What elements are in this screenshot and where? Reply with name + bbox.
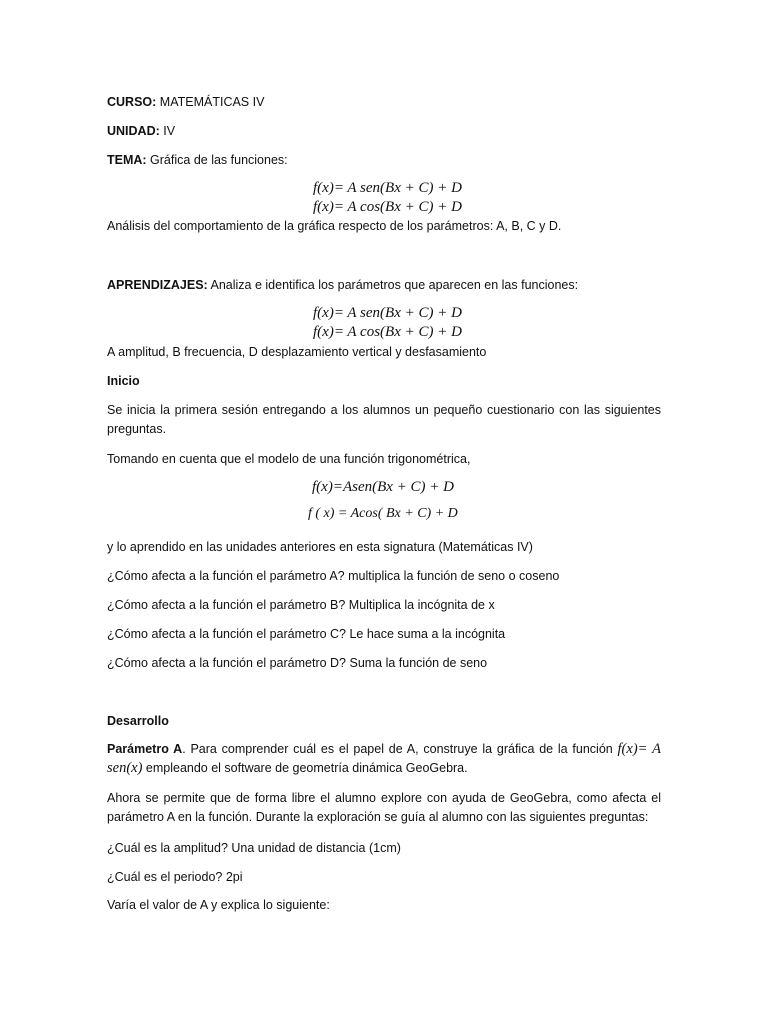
inicio-intro: Se inicia la primera sesión entregando a los alumnos un pequeño cuestionario con las siguientes preguntas.	[107, 403, 661, 436]
tema-label: TEMA:	[107, 153, 147, 167]
analysis-text: Análisis del comportamiento de la gráfica respecto de los parámetros: A, B, C y D.	[107, 219, 562, 233]
curso-value: MATEMÁTICAS IV	[156, 95, 265, 109]
aprendizajes-text: Analiza e identifica los parámetros que aparecen en las funciones:	[207, 278, 579, 292]
tema-value: Gráfica de las funciones:	[146, 153, 288, 167]
formula-sen-1: f(x)= A sen(Bx + C) + D	[313, 180, 462, 196]
formula-asen: f(x)=Asen(Bx + C) + D	[312, 479, 454, 495]
param-a-text: . Para comprender cuál es el papel de A, construye la gráfica de la función	[182, 742, 613, 756]
aprendizajes-line	[107, 277, 578, 293]
question-periodo: ¿Cuál es el periodo? 2pi	[107, 870, 243, 884]
formula-sen-2: f(x)= A sen(Bx + C) + D	[313, 305, 462, 321]
aprendizajes-label: APRENDIZAJES:	[107, 278, 208, 292]
tema-line	[107, 152, 288, 168]
params-text: A amplitud, B frecuencia, D desplazamiento vertical y desfasamiento	[107, 345, 487, 359]
question-b: ¿Cómo afecta a la función el parámetro B? Multiplica la incógnita de x	[107, 598, 495, 612]
question-a: ¿Cómo afecta a la función el parámetro A? multiplica la función de seno o coseno	[107, 569, 560, 583]
curso-line	[107, 94, 264, 110]
unidad-line	[107, 123, 175, 139]
unidad-label: UNIDAD:	[107, 124, 160, 138]
desarrollo-heading: Desarrollo	[107, 714, 169, 728]
unidad-value: IV	[159, 124, 176, 138]
question-d: ¿Cómo afecta a la función el parámetro D? Suma la función de seno	[107, 656, 488, 670]
curso-label: CURSO:	[107, 95, 157, 109]
formula-cos-1: f(x)= A cos(Bx + C) + D	[313, 199, 462, 215]
model-text: Tomando en cuenta que el modelo de una función trigonométrica,	[107, 452, 471, 466]
formula-cos-2: f(x)= A cos(Bx + C) + D	[313, 324, 462, 340]
explore-text: Ahora se permite que de forma libre el alumno explore con ayuda de GeoGebra, como afecta el parámetro A en la función. Durante la exploración se guía al alumno con las siguientes preguntas:	[107, 791, 661, 824]
param-a-paragraph	[107, 740, 661, 778]
question-c: ¿Cómo afecta a la función el parámetro C? Le hace suma a la incógnita	[107, 627, 506, 641]
varia-text: Varía el valor de A y explica lo siguiente:	[107, 898, 330, 912]
param-a-tail: empleando el software de geometría dinámica GeoGebra.	[142, 761, 468, 775]
after-text: y lo aprendido en las unidades anteriores en esta signatura (Matemáticas IV)	[107, 540, 533, 554]
param-a-label: Parámetro A	[107, 742, 183, 756]
inicio-heading: Inicio	[107, 374, 140, 388]
formula-acos: f ( x) = Acos( Bx + C) + D	[308, 506, 458, 521]
param-a-formula: f(x)= A sen(x)	[107, 741, 661, 776]
question-amplitud: ¿Cuál es la amplitud? Una unidad de distancia (1cm)	[107, 841, 401, 855]
